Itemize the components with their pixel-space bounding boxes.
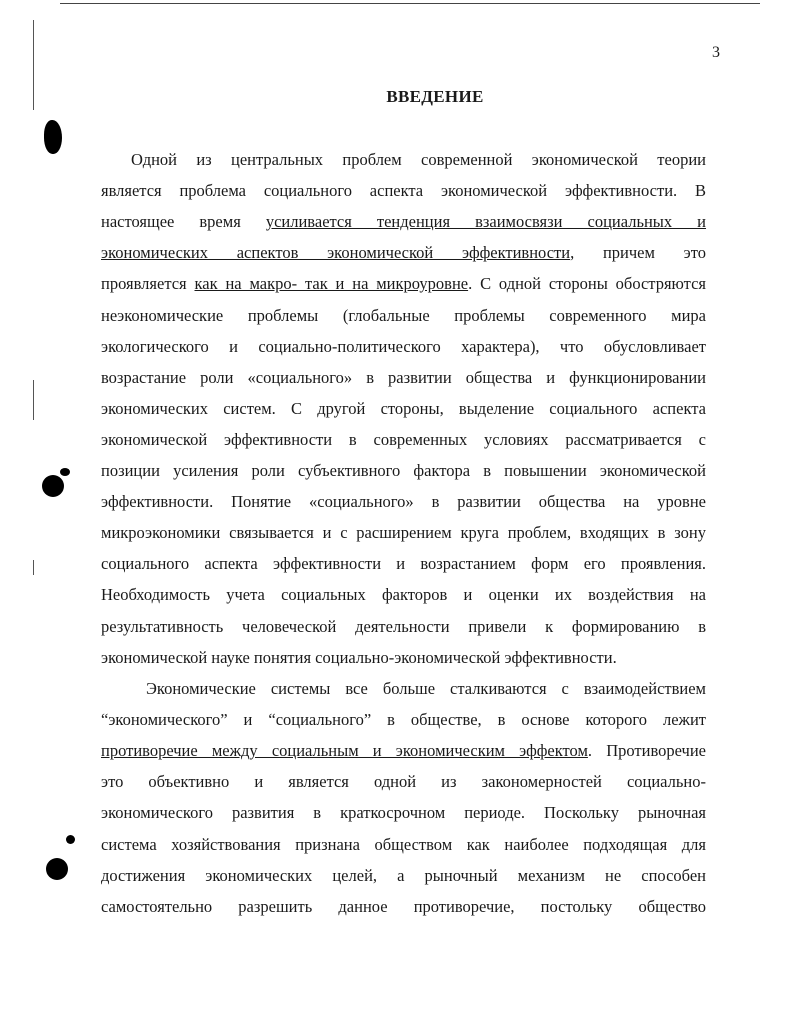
- text-line: экологического и социально-политического характера), что обусловливает: [101, 336, 706, 356]
- text-line: экономической эффективности в современных условиях рассматривается с: [101, 429, 706, 449]
- top-scan-rule: [60, 3, 760, 4]
- text-line: это объективно и является одной из закономерностей социально-: [101, 772, 706, 792]
- ink-blot-mark: [42, 475, 64, 497]
- text-line: проявляется как на макро- так и на микроуровне. С одной стороны обостряются: [101, 274, 706, 294]
- text-line: результативность человеческой деятельности привели к формированию в: [101, 616, 706, 636]
- text-line: Экономические системы все больше сталкиваются с взаимодействием: [146, 679, 706, 698]
- text-line: возрастание роли «социального» в развитии общества и функционировании: [101, 367, 706, 387]
- left-margin-line: [33, 560, 34, 575]
- text-line: экономических аспектов экономической эффективности, причем это: [101, 243, 706, 263]
- ink-blot-mark: [66, 835, 75, 844]
- ink-blot-mark: [60, 468, 70, 476]
- text-line: микроэкономики связывается и с расширением круга проблем, входящих в зону: [101, 523, 706, 543]
- text-line: экономической науке понятия социально-экономической эффективности.: [101, 647, 617, 667]
- text-line: экономического развития в краткосрочном периоде. Поскольку рыночная: [101, 803, 706, 823]
- underlined-phrase: экономических аспектов экономической эффективности: [101, 243, 571, 263]
- ink-blot-mark: [46, 858, 68, 880]
- text-line: противоречие между социальным и экономическим эффектом. Противоречие: [101, 741, 706, 761]
- underlined-phrase: как на макро- так и на микроуровне: [194, 274, 469, 294]
- text-line: система хозяйствования признана обществом как наиболее подходящая для: [101, 834, 706, 854]
- text-line: социального аспекта эффективности и возрастанием форм его проявления.: [101, 554, 706, 574]
- text-line: самостоятельно разрешить данное противоречие, постольку общество: [101, 896, 706, 916]
- text-line: достижения экономических целей, а рыночный механизм не способен: [101, 865, 706, 885]
- text-line: “экономического” и “социального” в обществе, в основе которого лежит: [101, 710, 706, 730]
- text-line: Одной из центральных проблем современной экономической теории: [131, 150, 706, 169]
- text-line: экономических систем. С другой стороны, выделение социального аспекта: [101, 398, 706, 418]
- text-line: эффективности. Понятие «социального» в развитии общества на уровне: [101, 492, 706, 512]
- text-line: неэкономические проблемы (глобальные проблемы современного мира: [101, 305, 706, 325]
- ink-blot-mark: [44, 120, 62, 154]
- text-line: позиции усиления роли субъективного фактора в повышении экономической: [101, 461, 706, 480]
- page-number: 3: [712, 44, 720, 61]
- text-line: настоящее время усиливается тенденция взаимосвязи социальных и: [101, 212, 707, 232]
- left-margin-line: [33, 380, 34, 420]
- underlined-phrase: усиливается тенденция взаимосвязи социальных и: [265, 212, 707, 232]
- underlined-phrase: противоречие между социальным и экономическим эффектом: [101, 741, 588, 761]
- section-heading: ВВЕДЕНИЕ: [386, 87, 484, 106]
- text-line: Необходимость учета социальных факторов и оценки их воздействия на: [101, 585, 706, 605]
- text-line: является проблема социального аспекта экономической эффективности. В: [101, 181, 706, 201]
